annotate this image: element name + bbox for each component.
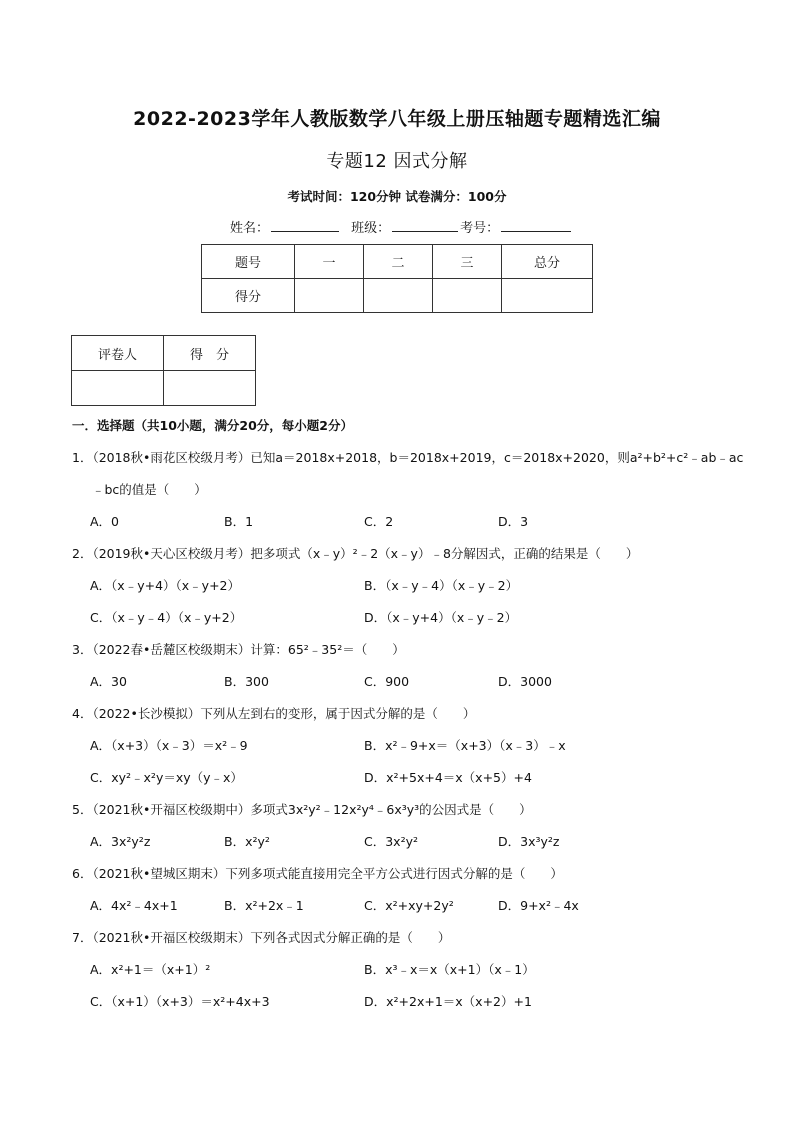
- page-title: 2022-2023学年人教版数学八年级上册压轴题专题精选汇编: [133, 108, 661, 130]
- option-c: C．xy²﹣x²y＝xy（y﹣x）: [90, 770, 243, 785]
- table-row: [202, 245, 593, 279]
- score-cell[interactable]: [295, 279, 364, 313]
- option-a: A．3x²y²z: [90, 834, 151, 849]
- score-cell[interactable]: [364, 279, 433, 313]
- question-stem: 2．（2019秋•天心区校级月考）把多项式（x﹣y）²﹣2（x﹣y）﹣8分解因式，正确的结果是（ ）: [72, 546, 639, 561]
- grader-score-cell[interactable]: [164, 371, 256, 406]
- table-cell: 总分: [502, 245, 593, 279]
- option-c: C．x²+xy+2y²: [364, 898, 454, 913]
- option-c: C．2: [364, 514, 394, 529]
- option-b: B．1: [224, 514, 254, 529]
- student-info-line: [230, 217, 573, 236]
- grader-table: [71, 335, 256, 406]
- table-cell: 得 分: [164, 336, 256, 371]
- question-stem: 4．（2022•长沙模拟）下列从左到右的变形，属于因式分解的是（ ）: [72, 706, 476, 721]
- topic-subtitle: 专题12 因式分解: [326, 151, 468, 172]
- table-row: [72, 371, 256, 406]
- option-d: D．（x﹣y+4）（x﹣y﹣2）: [364, 610, 518, 625]
- option-b: B．（x﹣y﹣4）（x﹣y﹣2）: [364, 578, 519, 593]
- table-row: [202, 279, 593, 313]
- option-b: B．x²+2x﹣1: [224, 898, 304, 913]
- option-a: A．4x²﹣4x+1: [90, 898, 178, 913]
- table-cell: 题号: [202, 245, 295, 279]
- table-cell: 一: [295, 245, 364, 279]
- score-cell[interactable]: [502, 279, 593, 313]
- option-c: C．3x²y²: [364, 834, 418, 849]
- question-stem: 6．（2021秋•望城区期末）下列多项式能直接用完全平方公式进行因式分解的是（ ）: [72, 866, 563, 881]
- grader-cell[interactable]: [72, 371, 164, 406]
- table-cell: 评卷人: [72, 336, 164, 371]
- class-blank[interactable]: [392, 219, 458, 232]
- option-d: D．9+x²﹣4x: [498, 898, 579, 913]
- option-b: B．x²﹣9+x＝（x+3）（x﹣3）﹣x: [364, 738, 566, 753]
- option-d: D．3: [498, 514, 529, 529]
- question-stem: 1．（2018秋•雨花区校级月考）已知a＝2018x+2018，b＝2018x+2019，c＝2018x+2020，则a²+b²+c²﹣ab﹣ac: [72, 450, 744, 465]
- table-cell: 三: [433, 245, 502, 279]
- score-cell[interactable]: [433, 279, 502, 313]
- option-b: B．x³﹣x＝x（x+1）（x﹣1）: [364, 962, 535, 977]
- question-stem: 3．（2022春•岳麓区校级期末）计算：65²﹣35²＝（ ）: [72, 642, 405, 657]
- option-b: B．x²y²: [224, 834, 270, 849]
- id-label: 考号：: [460, 221, 500, 236]
- question-stem-cont: ﹣bc的值是（ ）: [92, 482, 207, 497]
- table-cell: 得分: [202, 279, 295, 313]
- question-stem: 5．（2021秋•开福区校级期中）多项式3x²y²﹣12x²y⁴﹣6x³y³的公因式是（ ）: [72, 802, 532, 817]
- option-a: A．30: [90, 674, 127, 689]
- option-c: C．（x﹣y﹣4）（x﹣y+2）: [90, 610, 243, 625]
- option-d: D．3000: [498, 674, 552, 689]
- section-heading: 一．选择题（共10小题，满分20分，每小题2分）: [72, 418, 353, 433]
- option-a: A．0: [90, 514, 120, 529]
- table-row: [72, 336, 256, 371]
- class-label: 班级：: [351, 221, 391, 236]
- option-a: A．（x+3）（x﹣3）＝x²﹣9: [90, 738, 248, 753]
- option-a: A．x²+1＝（x+1）²: [90, 962, 211, 977]
- name-blank[interactable]: [271, 219, 339, 232]
- option-d: D．x²+5x+4＝x（x+5）+4: [364, 770, 532, 785]
- option-c: C．900: [364, 674, 410, 689]
- exam-info: 考试时间：120分钟 试卷满分：100分: [287, 189, 507, 204]
- option-a: A．（x﹣y+4）（x﹣y+2）: [90, 578, 240, 593]
- option-c: C．（x+1）（x+3）＝x²+4x+3: [90, 994, 270, 1009]
- option-d: D．x²+2x+1＝x（x+2）+1: [364, 994, 532, 1009]
- option-d: D．3x³y²z: [498, 834, 560, 849]
- option-b: B．300: [224, 674, 269, 689]
- question-stem: 7．（2021秋•开福区校级期末）下列各式因式分解正确的是（ ）: [72, 930, 451, 945]
- score-table: [201, 244, 593, 313]
- id-blank[interactable]: [501, 219, 571, 232]
- name-label: 姓名：: [230, 221, 270, 236]
- table-cell: 二: [364, 245, 433, 279]
